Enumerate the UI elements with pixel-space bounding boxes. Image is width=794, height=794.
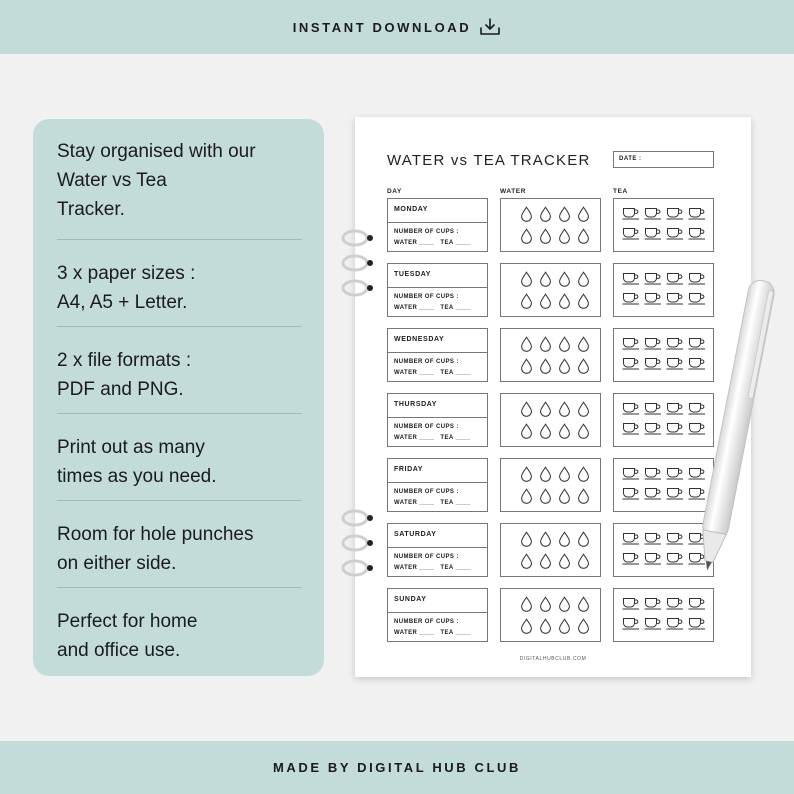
day-cell	[387, 198, 488, 252]
date-field: DATE :	[613, 151, 714, 168]
water-drop-icon	[577, 466, 590, 482]
tea-cup-icon	[622, 487, 640, 500]
tea-cup-icon	[644, 337, 662, 350]
feature-item	[57, 119, 302, 240]
water-tea-count-line: WATER ____ TEA ____	[394, 240, 471, 246]
water-drop-icon	[520, 553, 533, 569]
tracker-title: WATER vs TEA TRACKER	[387, 152, 591, 169]
water-column-header: WATER	[500, 188, 526, 195]
water-drop-icon	[558, 358, 571, 374]
water-drop-icon	[539, 596, 552, 612]
water-drop-icon	[539, 358, 552, 374]
water-drop-icon	[577, 553, 590, 569]
feature-item	[57, 501, 302, 588]
day-name: THURSDAY	[394, 401, 438, 408]
water-drop-icon	[520, 488, 533, 504]
tracker-row	[387, 588, 714, 642]
water-drops-grid	[520, 206, 590, 244]
bottom-banner	[0, 741, 794, 794]
water-drop-icon	[558, 596, 571, 612]
tea-cup-icon	[666, 207, 684, 220]
binder-ring	[339, 253, 377, 273]
water-drop-icon	[520, 618, 533, 634]
water-cell	[500, 328, 601, 382]
day-cell	[387, 523, 488, 577]
water-cell	[500, 263, 601, 317]
feature-item	[57, 588, 302, 675]
water-drop-icon	[539, 466, 552, 482]
water-drop-icon	[539, 618, 552, 634]
tea-cup-icon	[622, 227, 640, 240]
binder-ring	[339, 508, 377, 528]
tea-cup-icon	[644, 402, 662, 415]
tea-cup-icon	[622, 467, 640, 480]
tea-cup-icon	[644, 487, 662, 500]
tea-cups-grid	[622, 272, 706, 305]
number-of-cups-label: NUMBER OF CUPS :	[394, 619, 459, 625]
water-drop-icon	[577, 423, 590, 439]
water-drop-icon	[520, 531, 533, 547]
binder-ring	[339, 533, 377, 553]
water-drop-icon	[520, 206, 533, 222]
water-drop-icon	[577, 271, 590, 287]
tea-cup-icon	[666, 532, 684, 545]
feature-text: Perfect for home and office use.	[57, 611, 198, 661]
water-drop-icon	[539, 336, 552, 352]
water-drop-icon	[558, 271, 571, 287]
day-cell	[387, 393, 488, 447]
water-drop-icon	[558, 466, 571, 482]
feature-text: Print out as many times as you need.	[57, 437, 217, 487]
water-drop-icon	[520, 228, 533, 244]
tea-cups-grid	[622, 597, 706, 630]
water-drop-icon	[520, 293, 533, 309]
feature-item	[57, 240, 302, 327]
tracker-row	[387, 393, 714, 447]
water-drop-icon	[577, 228, 590, 244]
tea-cup-icon	[644, 532, 662, 545]
water-drop-icon	[577, 293, 590, 309]
water-tea-count-line: WATER ____ TEA ____	[394, 305, 471, 311]
tea-cup-icon	[622, 552, 640, 565]
water-drop-icon	[539, 228, 552, 244]
day-cell	[387, 458, 488, 512]
water-drop-icon	[539, 293, 552, 309]
number-of-cups-label: NUMBER OF CUPS :	[394, 489, 459, 495]
water-drops-grid	[520, 596, 590, 634]
tea-cup-icon	[644, 357, 662, 370]
tea-cell	[613, 198, 714, 252]
water-drop-icon	[520, 401, 533, 417]
water-drop-icon	[558, 553, 571, 569]
tea-cups-grid	[622, 402, 706, 435]
water-drop-icon	[558, 228, 571, 244]
tea-cup-icon	[688, 597, 706, 610]
tea-cup-icon	[666, 597, 684, 610]
water-tea-count-line: WATER ____ TEA ____	[394, 435, 471, 441]
tea-cup-icon	[622, 357, 640, 370]
tea-cup-icon	[644, 272, 662, 285]
water-tea-count-line: WATER ____ TEA ____	[394, 500, 471, 506]
tea-cup-icon	[622, 272, 640, 285]
tea-cup-icon	[688, 617, 706, 630]
top-banner	[0, 0, 794, 54]
water-drop-icon	[539, 488, 552, 504]
day-cell-divider	[388, 482, 487, 483]
water-cell	[500, 198, 601, 252]
water-drop-icon	[558, 336, 571, 352]
water-drops-grid	[520, 531, 590, 569]
water-tea-count-line: WATER ____ TEA ____	[394, 565, 471, 571]
water-drops-grid	[520, 466, 590, 504]
day-column-header: DAY	[387, 188, 402, 195]
water-drop-icon	[577, 336, 590, 352]
day-name: FRIDAY	[394, 466, 424, 473]
water-drop-icon	[558, 206, 571, 222]
tea-cup-icon	[644, 617, 662, 630]
water-drop-icon	[539, 206, 552, 222]
water-drop-icon	[520, 423, 533, 439]
day-cell	[387, 263, 488, 317]
tea-cup-icon	[666, 467, 684, 480]
feature-item	[57, 327, 302, 414]
number-of-cups-label: NUMBER OF CUPS :	[394, 229, 459, 235]
tea-cups-grid	[622, 532, 706, 565]
day-name: WEDNESDAY	[394, 336, 445, 343]
tea-cup-icon	[666, 552, 684, 565]
tea-cup-icon	[644, 227, 662, 240]
feature-text: Stay organised with our Water vs Tea Tracker.	[57, 141, 256, 220]
water-drop-icon	[539, 401, 552, 417]
feature-text: 3 x paper sizes : A4, A5 + Letter.	[57, 263, 196, 313]
binder-ring	[339, 558, 377, 578]
water-drops-grid	[520, 271, 590, 309]
water-drop-icon	[558, 293, 571, 309]
water-drop-icon	[558, 401, 571, 417]
water-drop-icon	[577, 531, 590, 547]
day-name: SUNDAY	[394, 596, 427, 603]
day-cell-divider	[388, 612, 487, 613]
number-of-cups-label: NUMBER OF CUPS :	[394, 554, 459, 560]
water-tea-count-line: WATER ____ TEA ____	[394, 370, 471, 376]
tea-cup-icon	[644, 292, 662, 305]
tea-cup-icon	[666, 487, 684, 500]
day-cell-divider	[388, 287, 487, 288]
tracker-row	[387, 198, 714, 252]
water-drop-icon	[558, 488, 571, 504]
day-cell-divider	[388, 417, 487, 418]
tea-cup-icon	[666, 227, 684, 240]
water-drop-icon	[577, 206, 590, 222]
water-drop-icon	[539, 553, 552, 569]
tracker-row	[387, 458, 714, 512]
tea-cup-icon	[644, 422, 662, 435]
water-tea-count-line: WATER ____ TEA ____	[394, 630, 471, 636]
water-drops-grid	[520, 336, 590, 374]
water-drop-icon	[558, 531, 571, 547]
feature-text: Room for hole punches on either side.	[57, 524, 254, 574]
tracker-row	[387, 523, 714, 577]
binder-ring	[339, 278, 377, 298]
day-name: MONDAY	[394, 206, 429, 213]
water-drop-icon	[539, 271, 552, 287]
tea-cup-icon	[666, 357, 684, 370]
tea-cup-icon	[666, 422, 684, 435]
tea-cup-icon	[622, 402, 640, 415]
tea-cups-grid	[622, 467, 706, 500]
water-drop-icon	[539, 423, 552, 439]
tea-cup-icon	[622, 597, 640, 610]
tracker-row	[387, 328, 714, 382]
tea-cups-grid	[622, 207, 706, 240]
tea-cup-icon	[622, 337, 640, 350]
number-of-cups-label: NUMBER OF CUPS :	[394, 424, 459, 430]
water-drop-icon	[577, 488, 590, 504]
tea-cell	[613, 588, 714, 642]
water-drops-grid	[520, 401, 590, 439]
water-drop-icon	[558, 618, 571, 634]
feature-item	[57, 414, 302, 501]
tea-cup-icon	[644, 207, 662, 220]
number-of-cups-label: NUMBER OF CUPS :	[394, 294, 459, 300]
binder-ring	[339, 228, 377, 248]
tea-cup-icon	[622, 617, 640, 630]
tea-cup-icon	[622, 422, 640, 435]
water-drop-icon	[520, 358, 533, 374]
tea-column-header: TEA	[613, 188, 628, 195]
download-icon	[479, 18, 501, 36]
day-name: TUESDAY	[394, 271, 432, 278]
tea-cup-icon	[666, 337, 684, 350]
day-name: SATURDAY	[394, 531, 437, 538]
water-drop-icon	[520, 336, 533, 352]
water-drop-icon	[577, 358, 590, 374]
day-cell	[387, 588, 488, 642]
tea-cup-icon	[688, 227, 706, 240]
day-cell-divider	[388, 547, 487, 548]
day-cell-divider	[388, 222, 487, 223]
water-drop-icon	[558, 423, 571, 439]
water-drop-icon	[577, 596, 590, 612]
tea-cup-icon	[622, 532, 640, 545]
water-drop-icon	[539, 531, 552, 547]
tea-cups-grid	[622, 337, 706, 370]
water-cell	[500, 393, 601, 447]
tea-cup-icon	[644, 467, 662, 480]
tea-cup-icon	[666, 617, 684, 630]
number-of-cups-label: NUMBER OF CUPS :	[394, 359, 459, 365]
tea-cup-icon	[688, 207, 706, 220]
day-cell	[387, 328, 488, 382]
tea-cup-icon	[666, 402, 684, 415]
water-drop-icon	[520, 271, 533, 287]
tea-cup-icon	[666, 292, 684, 305]
tea-cup-icon	[644, 597, 662, 610]
tea-cup-icon	[622, 207, 640, 220]
water-drop-icon	[577, 401, 590, 417]
website-url: DIGITALHUBCLUB.COM	[519, 656, 587, 662]
water-drop-icon	[520, 596, 533, 612]
water-cell	[500, 588, 601, 642]
water-cell	[500, 523, 601, 577]
tea-cup-icon	[644, 552, 662, 565]
water-cell	[500, 458, 601, 512]
tracker-sheet	[355, 117, 751, 677]
water-drop-icon	[577, 618, 590, 634]
instant-download-label: INSTANT DOWNLOAD	[292, 19, 472, 35]
day-cell-divider	[388, 352, 487, 353]
feature-text: 2 x file formats : PDF and PNG.	[57, 350, 192, 400]
water-drop-icon	[520, 466, 533, 482]
feature-panel	[33, 119, 324, 676]
tea-cup-icon	[622, 292, 640, 305]
pen-illustration	[695, 272, 775, 582]
tea-cup-icon	[666, 272, 684, 285]
made-by-label: MADE BY DIGITAL HUB CLUB	[272, 760, 521, 775]
tracker-row	[387, 263, 714, 317]
